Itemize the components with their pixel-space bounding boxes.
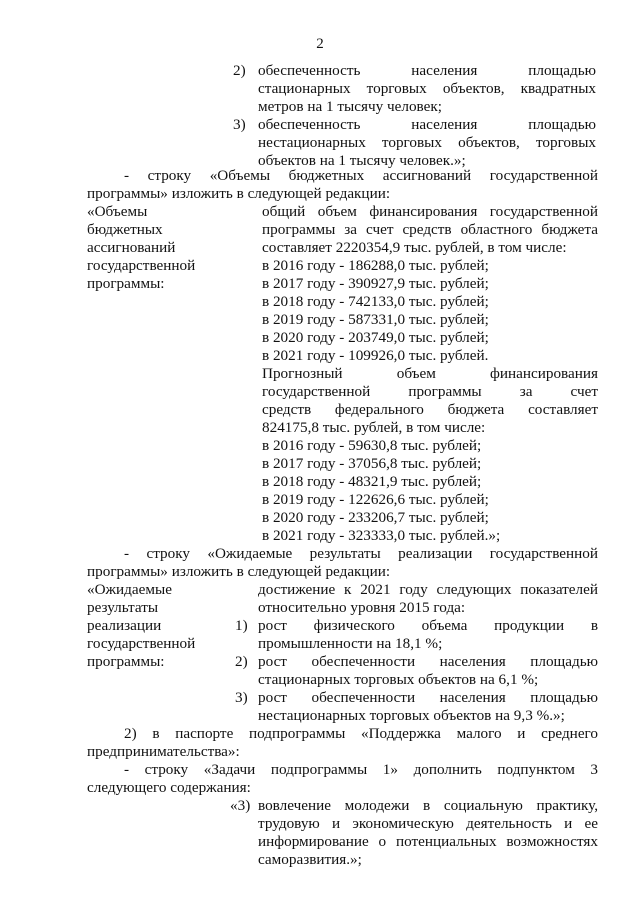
table-value-line: рост физического объема продукции в — [258, 617, 598, 634]
year-line: в 2018 году - 48321,9 тыс. рублей; — [262, 473, 482, 490]
table-value-line: относительно уровня 2015 года: — [258, 599, 466, 616]
table-value-line: рост обеспеченности населения площадью — [258, 653, 598, 670]
text-line: трудовую и экономическую деятельность и ее — [258, 815, 598, 832]
text-line: стационарных торговых объектов, квадратных — [258, 80, 596, 97]
table-label-line: «Объемы — [87, 203, 148, 220]
year-line: в 2018 году - 742133,0 тыс. рублей; — [262, 293, 489, 310]
year-line: в 2019 году - 122626,6 тыс. рублей; — [262, 491, 489, 508]
text-line: нестационарных торговых объектов, торговых — [258, 134, 596, 151]
table-value-line: рост обеспеченности населения площадью — [258, 689, 598, 706]
year-line: в 2016 году - 186288,0 тыс. рублей; — [262, 257, 489, 274]
item-number: 3) — [235, 689, 248, 706]
page-number: 2 — [316, 36, 324, 52]
table-label-line: результаты — [87, 599, 159, 616]
table-label-line: государственной — [87, 257, 196, 274]
table-value-line: составляет 2220354,9 тыс. рублей, в том числе: — [262, 239, 567, 256]
text-line: объектов на 1 тысячу человек.»; — [258, 152, 466, 169]
table-value-line: промышленности на 18,1 %; — [258, 635, 443, 652]
table-value-line: программы за счет средств областного бюджета — [262, 221, 598, 238]
paragraph-line: программы» изложить в следующей редакции: — [87, 185, 391, 202]
table-label-line: программы: — [87, 653, 165, 670]
paragraph-line: - строку «Ожидаемые результаты реализации государственной — [124, 545, 598, 562]
table-value-line: 824175,8 тыс. рублей, в том числе: — [262, 419, 486, 436]
paragraph-line: предпринимательства»: — [87, 743, 240, 760]
year-line: в 2017 году - 37056,8 тыс. рублей; — [262, 455, 482, 472]
table-value-line: общий объем финансирования государственной — [262, 203, 598, 220]
year-line: в 2021 году - 323333,0 тыс. рублей.»; — [262, 527, 501, 544]
table-label-line: государственной — [87, 635, 196, 652]
year-line: в 2020 году - 203749,0 тыс. рублей; — [262, 329, 489, 346]
year-line: в 2020 году - 233206,7 тыс. рублей; — [262, 509, 489, 526]
text-line: обеспеченность населения площадью — [258, 62, 596, 79]
paragraph-line: - строку «Задачи подпрограммы 1» дополнить подпунктом 3 — [124, 761, 598, 778]
paragraph-line: следующего содержания: — [87, 779, 251, 796]
table-label-line: «Ожидаемые — [87, 581, 172, 598]
item-number: «3) — [230, 797, 251, 814]
table-value-line: Прогнозный объем финансирования — [262, 365, 598, 382]
year-line: в 2019 году - 587331,0 тыс. рублей; — [262, 311, 489, 328]
text-line: информирование о потенциальных возможностях — [258, 833, 598, 850]
year-line: в 2021 году - 109926,0 тыс. рублей. — [262, 347, 489, 364]
year-line: в 2016 году - 59630,8 тыс. рублей; — [262, 437, 482, 454]
table-label-line: реализации — [87, 617, 162, 634]
table-label-line: ассигнований — [87, 239, 176, 256]
item-number: 3) — [233, 116, 246, 133]
text-line: метров на 1 тысячу человек; — [258, 98, 442, 115]
paragraph-line: программы» изложить в следующей редакции: — [87, 563, 391, 580]
table-value-line: нестационарных торговых объектов на 9,3 %.»; — [258, 707, 565, 724]
text-line: обеспеченность населения площадью — [258, 116, 596, 133]
table-value-line: стационарных торговых объектов на 6,1 %; — [258, 671, 539, 688]
item-number: 2) — [233, 62, 246, 79]
table-value-line: государственной программы за счет — [262, 383, 598, 400]
item-number: 1) — [235, 617, 248, 634]
table-value-line: средств федерального бюджета составляет — [262, 401, 598, 418]
paragraph-line: 2) в паспорте подпрограммы «Поддержка малого и среднего — [124, 725, 598, 742]
text-line: вовлечение молодежи в социальную практику, — [258, 797, 598, 814]
text-line: саморазвития.»; — [258, 851, 362, 868]
table-value-line: достижение к 2021 году следующих показателей — [258, 581, 598, 598]
table-label-line: программы: — [87, 275, 165, 292]
item-number: 2) — [235, 653, 248, 670]
table-label-line: бюджетных — [87, 221, 163, 238]
paragraph-line: - строку «Объемы бюджетных ассигнований государственной — [124, 167, 598, 184]
year-line: в 2017 году - 390927,9 тыс. рублей; — [262, 275, 489, 292]
